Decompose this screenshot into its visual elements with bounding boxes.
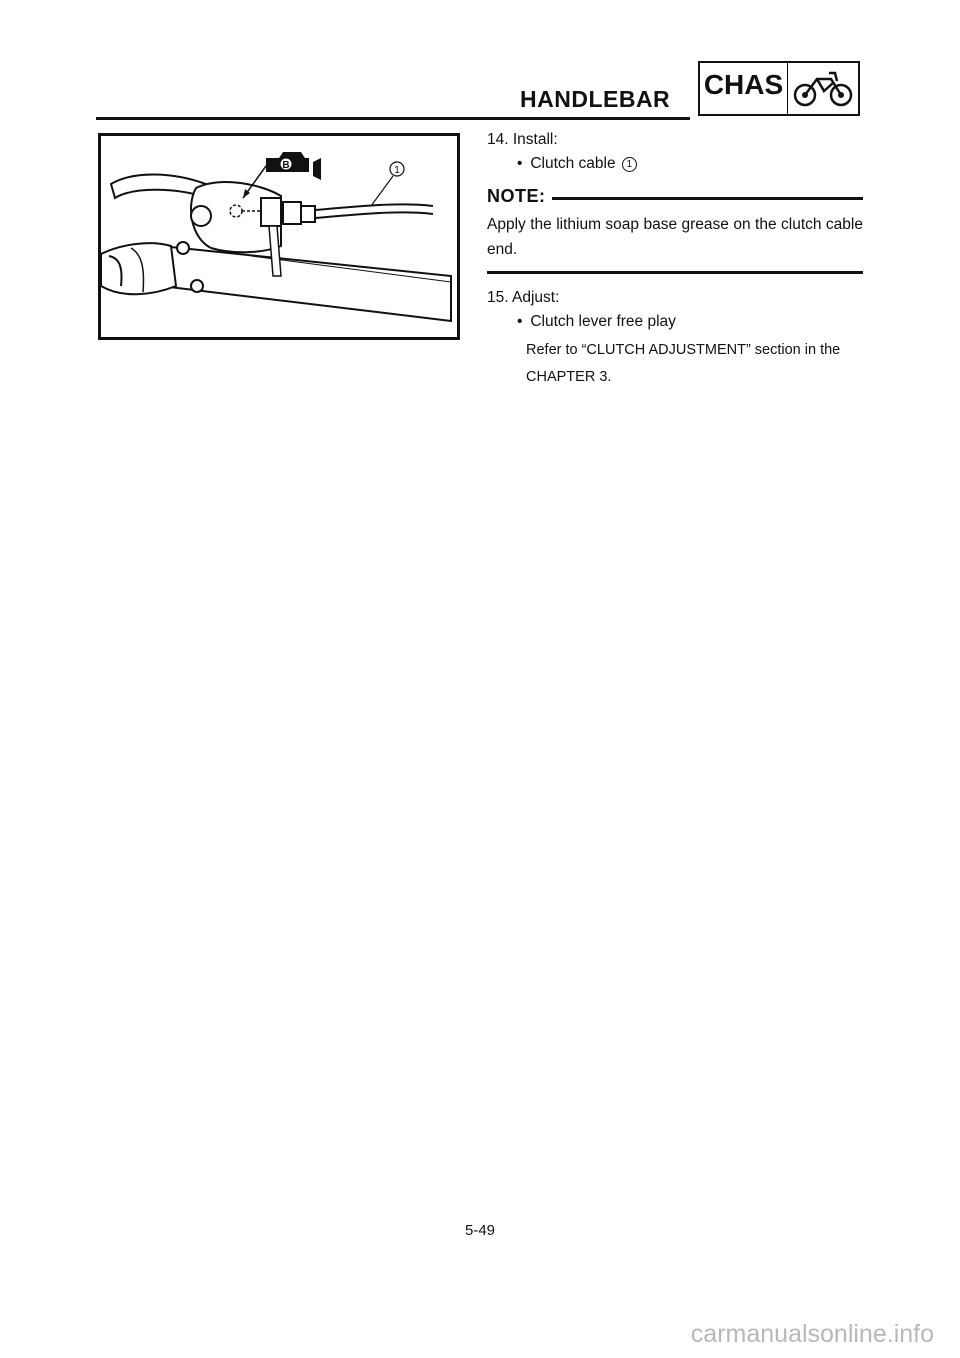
callout-number: 1 xyxy=(394,165,400,176)
note-end-rule xyxy=(487,271,863,274)
step-item-label: Clutch cable xyxy=(530,155,616,172)
motorcycle-icon xyxy=(788,63,858,114)
step-action: Adjust: xyxy=(512,289,560,306)
procedure-text xyxy=(487,128,863,391)
note-title: NOTE: xyxy=(487,186,546,206)
header-rule xyxy=(96,117,690,120)
step-15 xyxy=(487,286,863,310)
note-rule xyxy=(552,197,864,200)
clutch-cable-illustration xyxy=(98,133,460,340)
section-badge xyxy=(698,61,860,116)
note-text: Apply the lithium soap base grease on the clutch cable end. xyxy=(487,216,863,258)
note-header xyxy=(487,184,863,208)
step-action: Install: xyxy=(512,131,558,148)
step-item-label: Clutch lever free play xyxy=(530,313,676,330)
step-15-reference: Refer to “CLUTCH ADJUSTMENT” section in the CHAPTER 3. xyxy=(526,342,841,385)
step-number: 15. xyxy=(487,289,509,306)
step-14-item xyxy=(517,152,863,176)
section-badge-label: CHAS xyxy=(700,63,788,114)
step-15-item xyxy=(517,310,863,334)
step-number: 14. xyxy=(487,131,509,148)
page-title: HANDLEBAR xyxy=(520,86,671,112)
step-14 xyxy=(487,128,863,152)
grease-label: B xyxy=(282,160,290,171)
clutch-lever-drawing xyxy=(101,136,457,337)
page-number: 5-49 xyxy=(464,1222,496,1239)
watermark: carmanualsonline.info xyxy=(690,1320,934,1348)
callout-marker: 1 xyxy=(622,157,637,172)
